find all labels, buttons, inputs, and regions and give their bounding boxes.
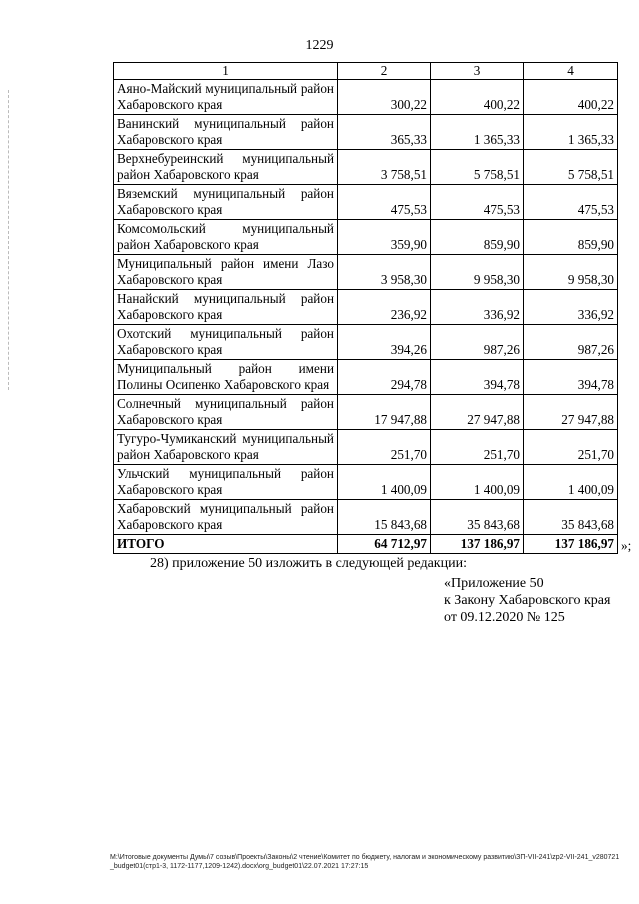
- total-row: [114, 535, 618, 554]
- page-number: 1229: [305, 38, 334, 53]
- value-cell-col4: 394,78: [524, 360, 618, 395]
- value-cell-col2: 236,92: [338, 290, 431, 325]
- value-cell-col4: 1 400,09: [524, 465, 618, 500]
- appendix-line: «Приложение 50: [444, 576, 544, 591]
- district-name-cell: Муниципальный район имени Полины Осипенко Хабаровского края: [114, 360, 338, 395]
- table-header-row: [114, 63, 618, 80]
- district-name-cell: Нанайский муниципальный район Хабаровского края: [114, 290, 338, 325]
- table-row: [114, 150, 618, 185]
- column-header: 2: [338, 63, 431, 80]
- value-cell-col2: 475,53: [338, 185, 431, 220]
- appendix-heading: [444, 575, 610, 626]
- value-cell-col3: 1 365,33: [431, 115, 524, 150]
- value-cell-col4: 27 947,88: [524, 395, 618, 430]
- value-cell-col3: 394,78: [431, 360, 524, 395]
- value-cell-col4: 1 365,33: [524, 115, 618, 150]
- table-row: [114, 80, 618, 115]
- table-row: [114, 465, 618, 500]
- value-cell-col4: 400,22: [524, 80, 618, 115]
- table-row: [114, 290, 618, 325]
- district-name-cell: Охотский муниципальный район Хабаровского края: [114, 325, 338, 360]
- table-row: [114, 325, 618, 360]
- value-cell-col3: 336,92: [431, 290, 524, 325]
- appendix-line: к Закону Хабаровского края: [444, 593, 611, 608]
- value-cell-col2: 294,78: [338, 360, 431, 395]
- value-cell-col4: 251,70: [524, 430, 618, 465]
- value-cell-col3: 1 400,09: [431, 465, 524, 500]
- value-cell-col2: 17 947,88: [338, 395, 431, 430]
- district-name-cell: Комсомольский муниципальный район Хабаровского края: [114, 220, 338, 255]
- closing-quote: »;: [621, 538, 632, 553]
- value-cell-col4: 336,92: [524, 290, 618, 325]
- value-cell-col2: 3 758,51: [338, 150, 431, 185]
- value-cell-col2: 359,90: [338, 220, 431, 255]
- table-row: [114, 220, 618, 255]
- value-cell-col3: 9 958,30: [431, 255, 524, 290]
- table-row: [114, 500, 618, 535]
- table-row: [114, 185, 618, 220]
- value-cell-col3: 251,70: [431, 430, 524, 465]
- value-cell-col2: 300,22: [338, 80, 431, 115]
- district-name-cell: Хабаровский муниципальный район Хабаровского края: [114, 500, 338, 535]
- value-cell-col4: 859,90: [524, 220, 618, 255]
- column-header: 3: [431, 63, 524, 80]
- district-name-cell: Вяземский муниципальный район Хабаровского края: [114, 185, 338, 220]
- value-cell-col2: 15 843,68: [338, 500, 431, 535]
- district-name-cell: Солнечный муниципальный район Хабаровского края: [114, 395, 338, 430]
- column-header: 4: [524, 63, 618, 80]
- value-cell-col3: 859,90: [431, 220, 524, 255]
- district-name-cell: Ульчский муниципальный район Хабаровского края: [114, 465, 338, 500]
- district-name-cell: Муниципальный район имени Лазо Хабаровского края: [114, 255, 338, 290]
- column-header: 1: [114, 63, 338, 80]
- district-name-cell: Ванинский муниципальный район Хабаровского края: [114, 115, 338, 150]
- table-row: [114, 115, 618, 150]
- value-cell-col4: 475,53: [524, 185, 618, 220]
- value-cell-col3: 5 758,51: [431, 150, 524, 185]
- value-cell-col2: 1 400,09: [338, 465, 431, 500]
- value-cell-col2: 3 958,30: [338, 255, 431, 290]
- value-cell-col3: 35 843,68: [431, 500, 524, 535]
- value-cell-col3: 987,26: [431, 325, 524, 360]
- value-cell-col4: 137 186,97: [524, 535, 618, 554]
- value-cell-col3: 27 947,88: [431, 395, 524, 430]
- table-row: [114, 360, 618, 395]
- amendment-item-28: 28) приложение 50 изложить в следующей редакции:: [150, 556, 467, 571]
- table-row: [114, 430, 618, 465]
- value-cell-col4: 9 958,30: [524, 255, 618, 290]
- district-name-cell: Тугуро-Чумиканский муниципальный район Хабаровского края: [114, 430, 338, 465]
- value-cell-col3: 137 186,97: [431, 535, 524, 554]
- value-cell-col2: 251,70: [338, 430, 431, 465]
- margin-line: [8, 90, 9, 390]
- value-cell-col2: 394,26: [338, 325, 431, 360]
- value-cell-col4: 35 843,68: [524, 500, 618, 535]
- district-name-cell: Верхнебуреинский муниципальный район Хабаровского края: [114, 150, 338, 185]
- file-path-footer: M:\Итоговые документы Думы\7 созыв\Проекты\Законы\2 чтение\Комитет по бюджету, налогам и экономическому развитию\ЗП-VII-241\zp2-VII-241_v280721_budget01(стр1-3, 1172-1177,1209-1242).docx\org_budget01\22.07.2021 17:27:15: [110, 854, 620, 870]
- value-cell-col2: 365,33: [338, 115, 431, 150]
- appendix-line: от 09.12.2020 № 125: [444, 610, 565, 625]
- value-cell-col3: 400,22: [431, 80, 524, 115]
- value-cell-col2: 64 712,97: [338, 535, 431, 554]
- value-cell-col3: 475,53: [431, 185, 524, 220]
- budget-table: [113, 62, 618, 554]
- value-cell-col4: 987,26: [524, 325, 618, 360]
- district-name-cell: ИТОГО: [114, 535, 338, 554]
- value-cell-col4: 5 758,51: [524, 150, 618, 185]
- table-row: [114, 255, 618, 290]
- table-row: [114, 395, 618, 430]
- district-name-cell: Аяно-Майский муниципальный район Хабаровского края: [114, 80, 338, 115]
